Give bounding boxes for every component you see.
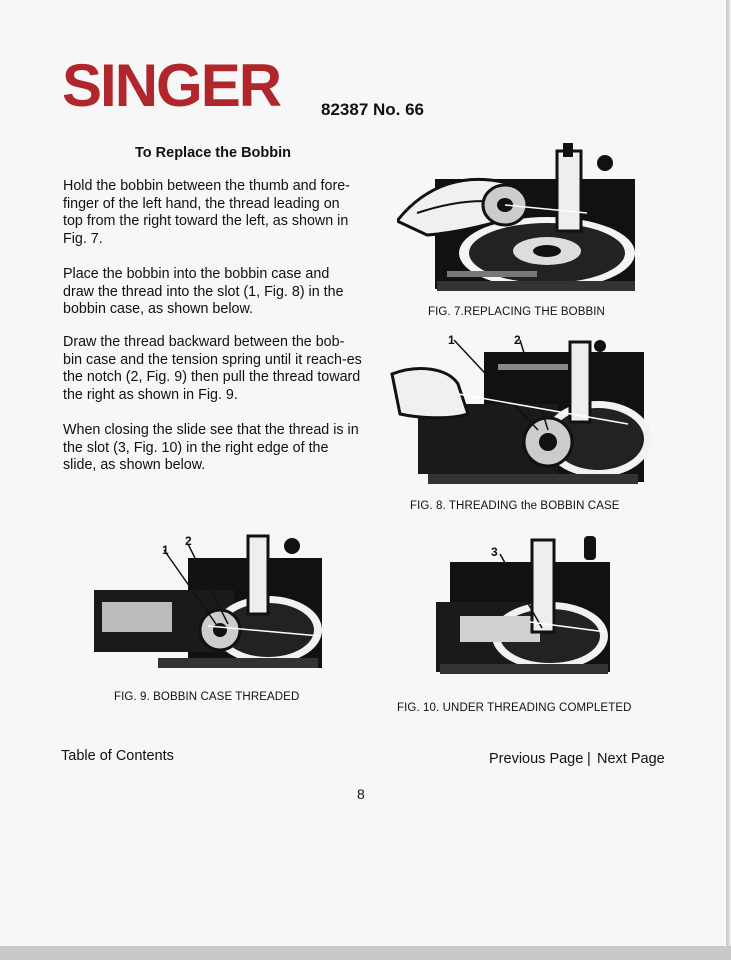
fig8-caption: FIG. 8. THREADING the BOBBIN CASE <box>410 500 620 512</box>
paragraph-3: Draw the thread backward between the bob-bin case and the tension spring until it reach-es the notch (2, Fig. 9) then pull the thread toward the right as shown in Fig. 9. <box>63 334 362 403</box>
fig8-label-2: 2 <box>514 333 521 347</box>
fig7-caption: FIG. 7.REPLACING THE BOBBIN <box>428 306 605 318</box>
fig8-label-1: 1 <box>448 333 455 347</box>
paragraph-2: Place the bobbin into the bobbin case and draw the thread into the slot (1, Fig. 8) in the bobbin case, as shown below. <box>63 266 344 317</box>
fig10-caption: FIG. 10. UNDER THREADING COMPLETED <box>397 702 632 714</box>
paragraph-1: Hold the bobbin between the thumb and fore-finger of the left hand, the thread leading on top from the right toward the left, as shown in Fig. 7. <box>63 178 350 247</box>
fig8-illustration <box>388 334 652 494</box>
fig7-illustration <box>397 143 637 301</box>
fig9-label-2: 2 <box>185 534 192 548</box>
page-bottom-edge <box>0 946 731 960</box>
nav-separator: | <box>587 751 591 767</box>
fig10-illustration <box>430 532 612 684</box>
fig9-illustration <box>88 530 328 680</box>
table-of-contents-link[interactable]: Table of Contents <box>61 748 174 764</box>
singer-logo: SINGER <box>62 52 281 119</box>
page-number: 8 <box>357 786 365 802</box>
fig9-caption: FIG. 9. BOBBIN CASE THREADED <box>114 691 300 703</box>
fig10-label-3: 3 <box>491 545 498 559</box>
previous-page-link[interactable]: Previous Page <box>489 751 584 767</box>
paragraph-4: When closing the slide see that the thread is in the slot (3, Fig. 10) in the right edge of the slide, as shown below. <box>63 422 359 473</box>
next-page-link[interactable]: Next Page <box>597 751 665 767</box>
section-title: To Replace the Bobbin <box>135 145 292 161</box>
fig9-label-1: 1 <box>162 543 169 557</box>
model-number: 82387 No. 66 <box>321 100 425 119</box>
